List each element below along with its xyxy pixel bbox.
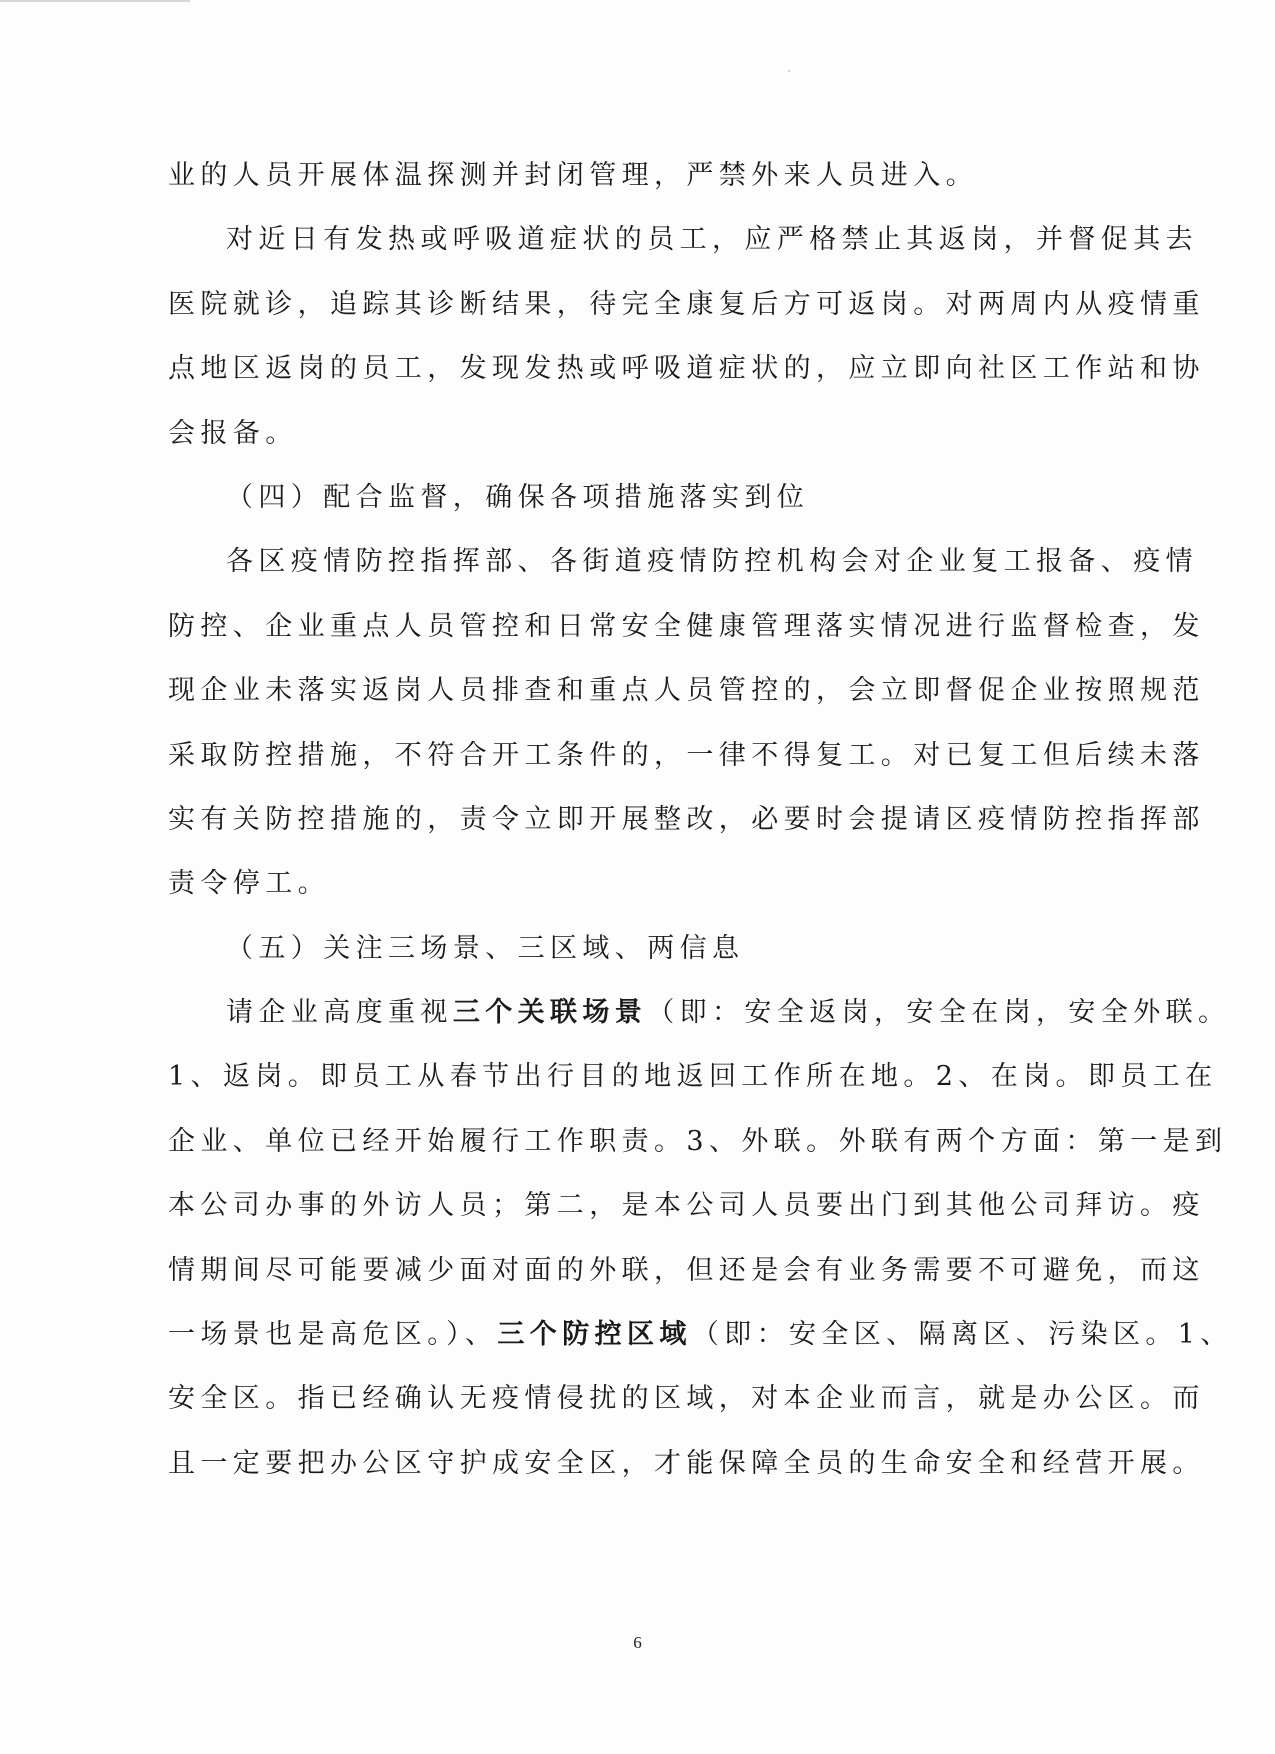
text-line: 安全区。指已经确认无疫情侵扰的区域，对本企业而言，就是办公区。而 <box>168 1383 1205 1415</box>
text-line: 责令停工。 <box>168 868 330 900</box>
section-heading: （五）关注三场景、三区域、两信息 <box>226 932 745 964</box>
text-line: 本公司办事的外访人员；第二，是本公司人员要出门到其他公司拜访。疫 <box>168 1190 1205 1222</box>
text-run: （即：安全区、隔离区、污染区。1、 <box>691 1319 1233 1351</box>
text-line: 对近日有发热或呼吸道症状的员工，应严格禁止其返岗，并督促其去 <box>226 224 1198 256</box>
text-line: 且一定要把办公区守护成安全区，才能保障全员的生命安全和经营开展。 <box>168 1447 1205 1479</box>
text-line <box>168 1303 1233 1367</box>
scan-edge-mark <box>0 0 190 2</box>
bold-term: 三个关联场景 <box>452 997 648 1029</box>
text-line: 情期间尽可能要减少面对面的外联，但还是会有业务需要不可避免，而这 <box>168 1254 1205 1286</box>
text-line: 点地区返岗的员工，发现发热或呼吸道症状的，应立即向社区工作站和协 <box>168 353 1205 385</box>
document-body <box>168 144 1233 1496</box>
text-line: 现企业未落实返岗人员排查和重点人员管控的，会立即督促企业按照规范 <box>168 675 1205 707</box>
text-run: （即：安全返岗，安全在岗，安全外联。 <box>647 997 1231 1029</box>
scan-speck <box>788 70 790 72</box>
text-line: 各区疫情防控指挥部、各街道疫情防控机构会对企业复工报备、疫情 <box>226 546 1198 578</box>
text-run: 请企业高度重视 <box>226 997 453 1029</box>
text-line: 医院就诊，追踪其诊断结果，待完全康复后方可返岗。对两周内从疫情重 <box>168 288 1205 320</box>
text-line: 防控、企业重点人员管控和日常安全健康管理落实情况进行监督检查，发 <box>168 610 1205 642</box>
text-line: 业的人员开展体温探测并封闭管理，严禁外来人员进入。 <box>168 160 978 191</box>
text-line: 1、返岗。即员工从春节出行目的地返回工作所在地。2、在岗。即员工在 <box>168 1061 1218 1093</box>
bold-term: 三个防控区域 <box>497 1319 692 1351</box>
page-number: 6 <box>633 1633 642 1652</box>
text-line <box>168 981 1231 1045</box>
text-line: 实有关防控措施的，责令立即开展整改，必要时会提请区疫情防控指挥部 <box>168 803 1205 835</box>
section-heading: （四）配合监督，确保各项措施落实到位 <box>226 481 810 513</box>
text-run: 一场景也是高危区。）、 <box>168 1319 498 1351</box>
text-line: 采取防控措施，不符合开工条件的，一律不得复工。对已复工但后续未落 <box>168 739 1205 771</box>
text-line: 企业、单位已经开始履行工作职责。3、外联。外联有两个方面：第一是到 <box>168 1125 1228 1157</box>
text-line: 会报备。 <box>168 417 298 449</box>
